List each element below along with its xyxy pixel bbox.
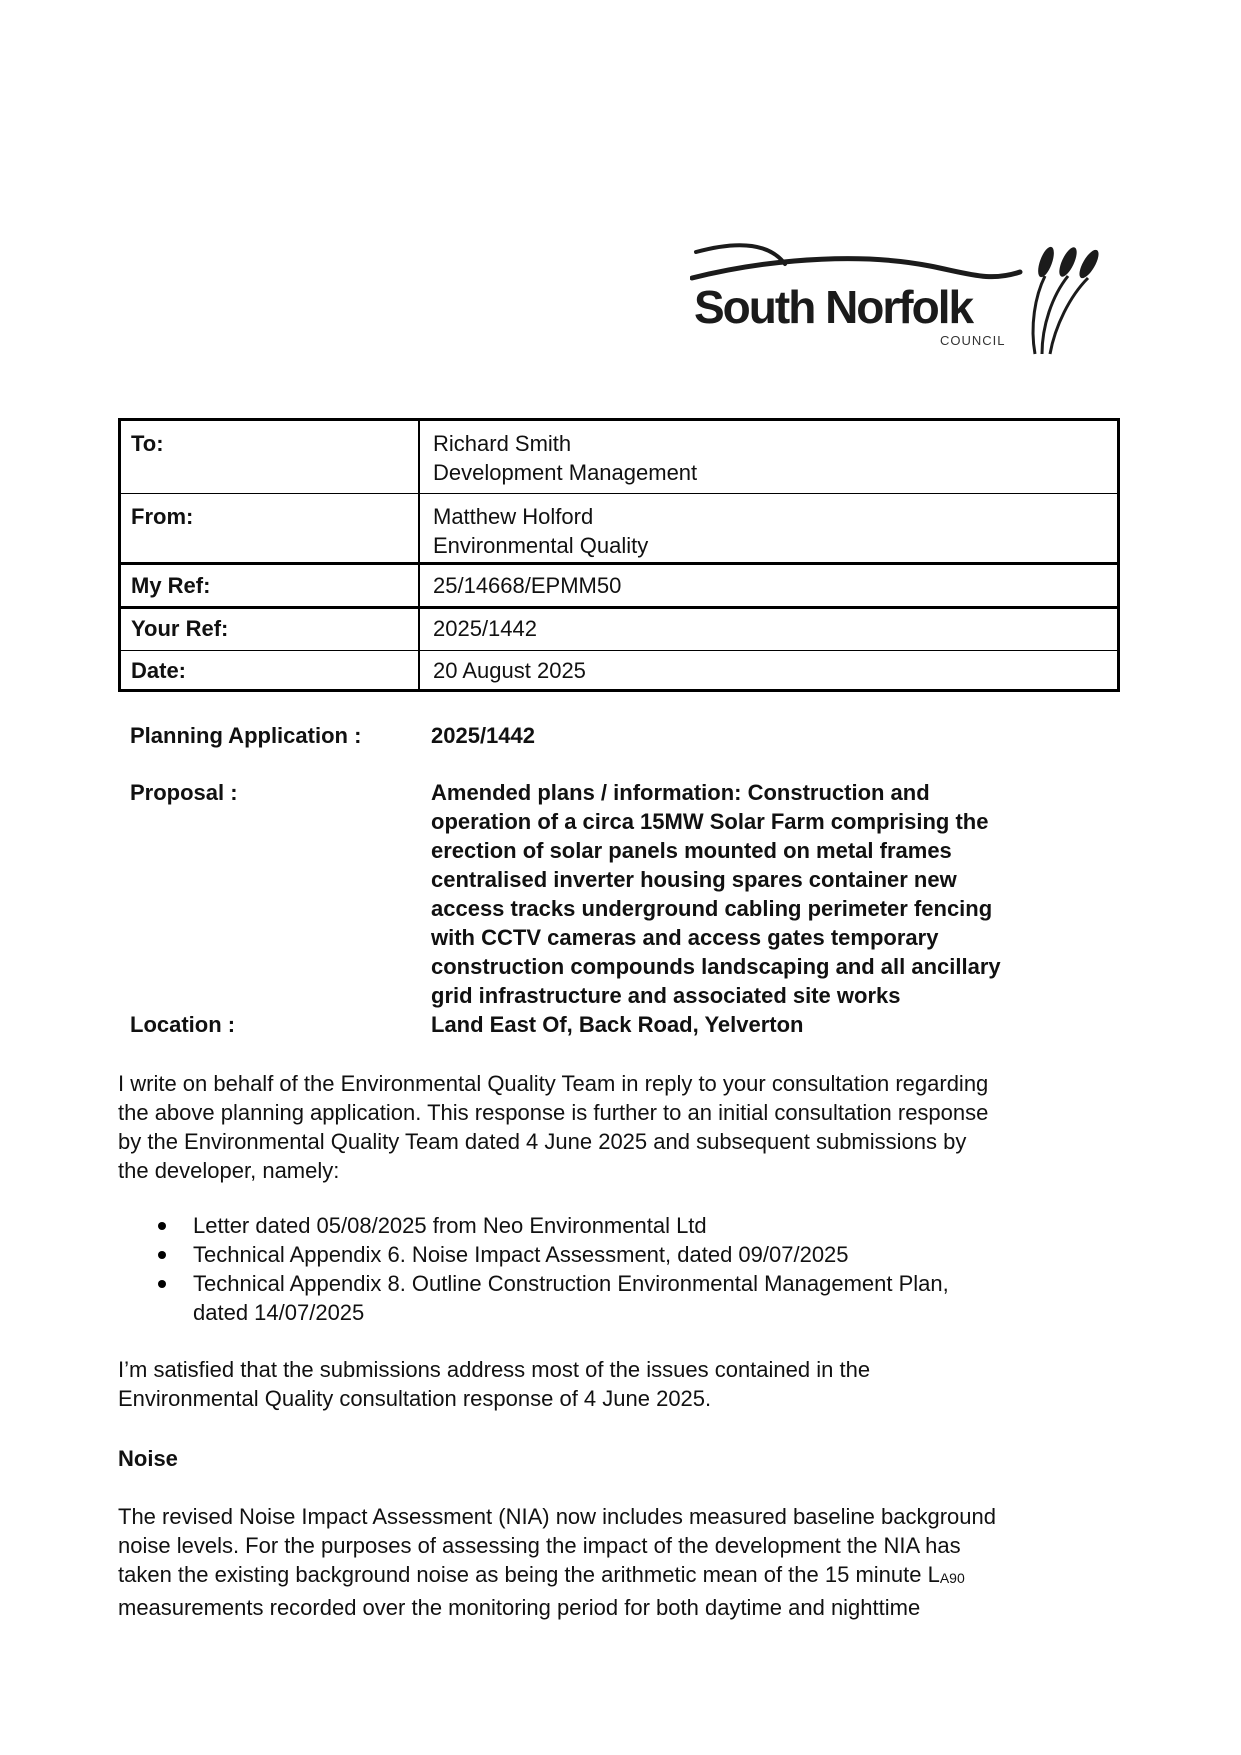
location-value: Land East Of, Back Road, Yelverton — [431, 1012, 804, 1037]
noise-paragraph — [118, 1502, 1128, 1622]
list-item — [118, 1211, 1128, 1240]
planning-application-value: 2025/1442 — [431, 723, 535, 748]
memo-row-from — [121, 494, 1117, 565]
memo-label-your-ref: Your Ref: — [131, 616, 229, 641]
paragraph-line: I write on behalf of the Environmental Quality Team in reply to your consultation regarding — [118, 1071, 989, 1096]
paragraph-line: the above planning application. This response is further to an initial consultation response — [118, 1100, 989, 1125]
recipient-department: Development Management — [433, 460, 698, 485]
proposal-line: grid infrastructure and associated site works — [431, 983, 901, 1008]
column-divider — [418, 421, 420, 493]
south-norfolk-council-logo — [690, 236, 1100, 360]
paragraph-line — [118, 1560, 1128, 1593]
submissions-list — [118, 1211, 1128, 1327]
column-divider — [418, 565, 420, 606]
memo-row-my-ref — [121, 565, 1117, 609]
list-item-text: dated 14/07/2025 — [193, 1300, 365, 1325]
memo-value-date: 20 August 2025 — [433, 658, 586, 683]
bullet-icon — [158, 1251, 166, 1259]
column-divider — [418, 609, 420, 650]
proposal-line: centralised inverter housing spares container new — [431, 867, 957, 892]
bullet-icon — [158, 1222, 166, 1230]
paragraph-line: the developer, namely: — [118, 1158, 340, 1183]
memo-value-to — [433, 429, 697, 487]
paragraph-line: measurements recorded over the monitoring period for both daytime and nighttime — [118, 1595, 921, 1620]
list-item-text: Technical Appendix 6. Noise Impact Assessment, dated 09/07/2025 — [193, 1242, 849, 1267]
proposal-line: Amended plans / information: Construction and — [431, 780, 930, 805]
proposal-line: operation of a circa 15MW Solar Farm comprising the — [431, 809, 989, 834]
proposal-line: access tracks underground cabling perimeter fencing — [431, 896, 993, 921]
paragraph-line: I’m satisfied that the submissions address most of the issues contained in the — [118, 1357, 871, 1382]
sender-name: Matthew Holford — [433, 504, 594, 529]
memo-label-to: To: — [131, 431, 164, 456]
proposal-line: construction compounds landscaping and all ancillary — [431, 954, 1001, 979]
list-item-text: Letter dated 05/08/2025 from Neo Environmental Ltd — [193, 1213, 707, 1238]
list-item — [118, 1240, 1128, 1269]
noise-heading: Noise — [118, 1446, 178, 1471]
memo-value-your-ref: 2025/1442 — [433, 616, 537, 641]
memo-row-date — [121, 651, 1117, 689]
memo-row-your-ref — [121, 609, 1117, 651]
planning-application-label: Planning Application : — [130, 723, 362, 748]
proposal-line: with CCTV cameras and access gates temporary — [431, 925, 939, 950]
memo-header-table — [118, 418, 1120, 692]
column-divider — [418, 651, 420, 689]
memo-row-to — [121, 421, 1117, 494]
la90-subscript: A90 — [939, 1570, 965, 1586]
bullet-icon — [158, 1280, 166, 1288]
list-item — [118, 1269, 1128, 1327]
proposal-value — [431, 778, 1121, 1010]
memo-label-my-ref: My Ref: — [131, 573, 211, 598]
logo-wordmark: South Norfolk — [694, 281, 973, 333]
paragraph-line: noise levels. For the purposes of assessing the impact of the development the NIA has — [118, 1533, 961, 1558]
list-item-text: Technical Appendix 8. Outline Construction Environmental Management Plan, — [193, 1271, 949, 1296]
proposal-label: Proposal : — [130, 780, 238, 805]
paragraph-line: by the Environmental Quality Team dated 4 June 2025 and subsequent submissions by — [118, 1129, 967, 1154]
memo-label-from: From: — [131, 504, 194, 529]
recipient-name: Richard Smith — [433, 431, 572, 456]
satisfied-paragraph — [118, 1355, 1128, 1413]
paragraph-line: The revised Noise Impact Assessment (NIA) now includes measured baseline background — [118, 1504, 996, 1529]
location-label: Location : — [130, 1012, 236, 1037]
intro-paragraph — [118, 1069, 1128, 1185]
paragraph-line: Environmental Quality consultation response of 4 June 2025. — [118, 1386, 712, 1411]
logo-subtitle: COUNCIL — [940, 333, 1006, 348]
memo-value-my-ref: 25/14668/EPMM50 — [433, 573, 622, 598]
sender-department: Environmental Quality — [433, 533, 649, 558]
memo-label-date: Date: — [131, 658, 187, 683]
memo-value-from — [433, 502, 648, 560]
paragraph-line-text: taken the existing background noise as being the arithmetic mean of the 15 minute L — [118, 1562, 940, 1587]
proposal-line: erection of solar panels mounted on metal frames — [431, 838, 952, 863]
column-divider — [418, 494, 420, 562]
